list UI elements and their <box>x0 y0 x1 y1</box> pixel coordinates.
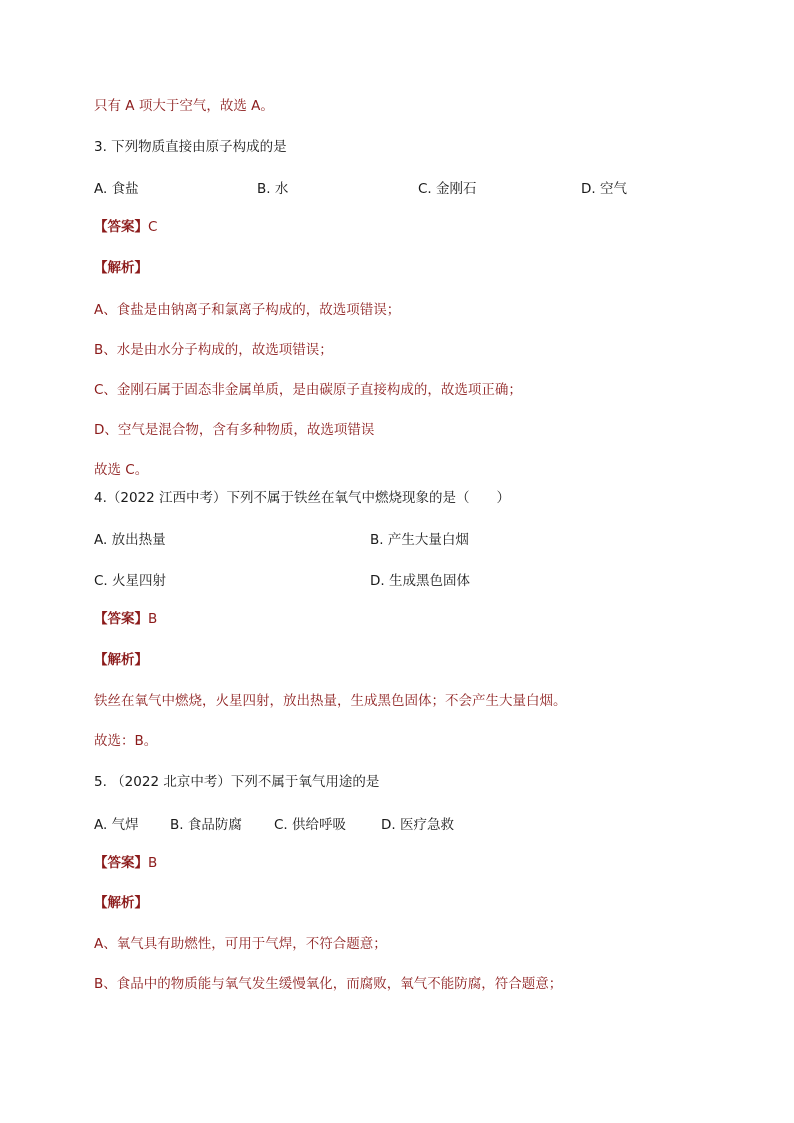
q3-explanation-b: B、水是由水分子构成的，故选项错误； <box>94 342 333 358</box>
answer-value: C <box>148 219 158 235</box>
q3-analysis-tag: 【解析】 <box>94 260 148 276</box>
q3-answer <box>94 217 157 237</box>
answer-tag: 【答案】 <box>94 611 148 627</box>
q5-analysis-tag: 【解析】 <box>94 895 148 911</box>
q3-option-c: C. 金刚石 <box>418 181 477 197</box>
q5-explanation-b: B、食品中的物质能与氧气发生缓慢氧化，而腐败，氧气不能防腐，符合题意； <box>94 976 563 992</box>
q3-explanation-d: D、空气是混合物，含有多种物质，故选项错误 <box>94 422 375 438</box>
q3-option-a: A. 食盐 <box>94 181 139 197</box>
q4-answer <box>94 609 157 629</box>
q3-option-d: D. 空气 <box>581 181 627 197</box>
q4-option-a: A. 放出热量 <box>94 532 166 548</box>
prev-conclusion: 只有 A 项大于空气，故选 A。 <box>94 98 274 114</box>
q3-option-b: B. 水 <box>257 181 289 197</box>
q3-conclusion: 故选 C。 <box>94 462 149 478</box>
q5-option-c: C. 供给呼吸 <box>274 817 347 833</box>
q5-answer <box>94 853 157 873</box>
q5-explanation-a: A、氧气具有助燃性，可用于气焊，不符合题意； <box>94 936 387 952</box>
q4-option-b: B. 产生大量白烟 <box>370 532 469 548</box>
q3-explanation-c: C、金刚石属于固态非金属单质，是由碳原子直接构成的，故选项正确； <box>94 382 522 398</box>
q4-option-c: C. 火星四射 <box>94 573 167 589</box>
answer-tag: 【答案】 <box>94 219 148 235</box>
q3-explanation-a: A、食盐是由钠离子和氯离子构成的，故选项错误； <box>94 302 401 318</box>
q5-option-a: A. 气焊 <box>94 817 139 833</box>
question-3: 3. 下列物质直接由原子构成的是 <box>94 139 287 155</box>
q4-explanation: 铁丝在氧气中燃烧，火星四射，放出热量，生成黑色固体；不会产生大量白烟。 <box>94 693 567 709</box>
q4-option-d: D. 生成黑色固体 <box>370 573 470 589</box>
q5-option-b: B. 食品防腐 <box>170 817 242 833</box>
q5-option-d: D. 医疗急救 <box>381 817 454 833</box>
q4-conclusion: 故选：B。 <box>94 733 158 749</box>
answer-value: B <box>148 611 158 627</box>
q4-analysis-tag: 【解析】 <box>94 652 148 668</box>
question-5: 5. （2022 北京中考）下列不属于氧气用途的是 <box>94 774 380 790</box>
answer-value: B <box>148 855 158 871</box>
question-4: 4.（2022 江西中考）下列不属于铁丝在氧气中燃烧现象的是（ ） <box>94 490 511 506</box>
answer-tag: 【答案】 <box>94 855 148 871</box>
